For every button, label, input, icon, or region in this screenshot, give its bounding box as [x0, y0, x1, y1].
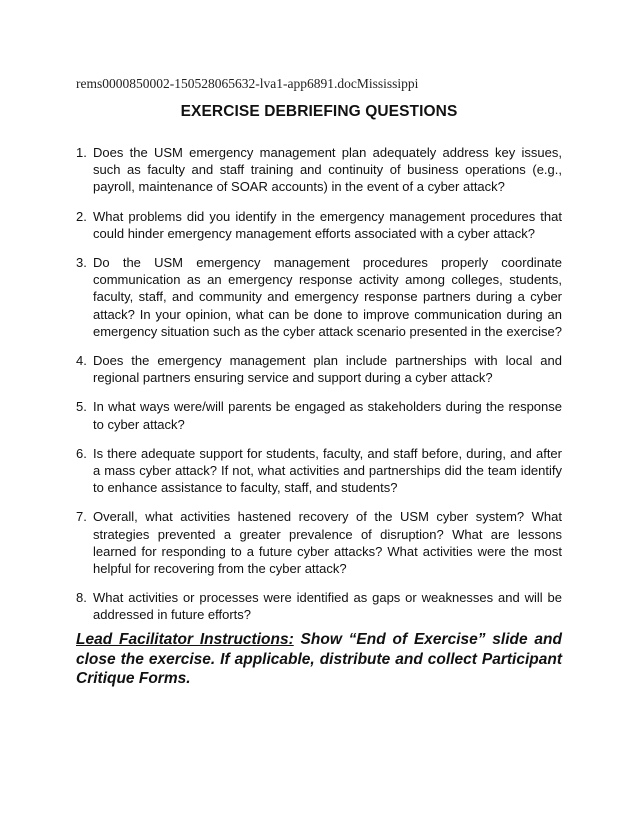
question-item — [76, 352, 562, 386]
question-item — [76, 398, 562, 432]
document-filename-header: rems0000850002-150528065632-lva1-app6891.docMississippi — [76, 76, 419, 91]
question-number: 2. — [76, 208, 87, 224]
question-text: Overall, what activities hastened recovery of the USM cyber system? What strategies prevented a greater prevalence of disruption? What are lessons learned for responding to a future cyber attacks? What activities were the most helpful for recovering from the cyber attack? — [93, 509, 562, 577]
question-text: Is there adequate support for students, faculty, and staff before, during, and after a mass cyber attack? If not, what activities and partnerships did the team identify to enhance assistance to faculty, staff, and students? — [93, 445, 562, 496]
question-number: 7. — [76, 509, 87, 525]
facilitator-instructions-text: Show “End of Exercise” slide and close the exercise. If applicable, distribute and collect Participant Critique Forms. — [76, 631, 562, 687]
question-text: What problems did you identify in the emergency management procedures that could hinder emergency management efforts associated with a cyber attack? — [93, 208, 562, 241]
question-text: What activities or processes were identified as gaps or weaknesses and will be addressed in future efforts? — [93, 590, 562, 623]
question-item — [76, 589, 562, 623]
question-text: Does the emergency management plan include partnerships with local and regional partners ensuring service and support during a cyber attack? — [93, 353, 562, 386]
debriefing-questions-list — [76, 144, 562, 636]
facilitator-instructions-label: Lead Facilitator Instructions: — [76, 631, 294, 648]
facilitator-instructions — [76, 630, 562, 689]
question-number: 6. — [76, 445, 87, 461]
question-item — [76, 208, 562, 242]
question-text: In what ways were/will parents be engaged as stakeholders during the response to cyber attack? — [93, 399, 562, 432]
question-number: 8. — [76, 590, 87, 606]
question-item — [76, 144, 562, 196]
question-item — [76, 445, 562, 497]
page-title: EXERCISE DEBRIEFING QUESTIONS — [180, 103, 458, 120]
question-item — [76, 508, 562, 577]
question-number: 3. — [76, 255, 87, 271]
question-number: 4. — [76, 353, 87, 369]
question-number: 1. — [76, 145, 87, 160]
question-text: Do the USM emergency management procedures properly coordinate communication as an emergency response activity among colleges, students, faculty, staff, and community and emergency response partners during a cyber attack? In your opinion, what can be done to improve communication during an emergency situation such as the cyber attack scenario presented in the exercise? — [93, 255, 562, 339]
question-number: 5. — [76, 399, 87, 415]
question-item — [76, 254, 562, 340]
question-text: Does the USM emergency management plan adequately address key issues, such as faculty and staff training and continuity of business operations (e.g., payroll, maintenance of SOAR accounts) in the event of a cyber attack? — [93, 145, 562, 195]
